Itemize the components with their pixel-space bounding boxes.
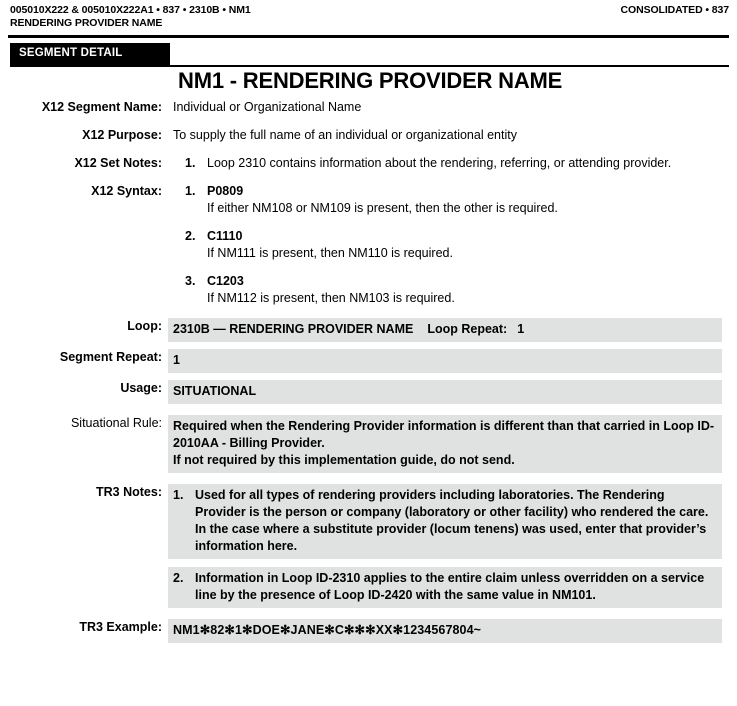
header-right-label: CONSOLIDATED • 837	[620, 4, 729, 16]
page-running-header	[0, 0, 737, 28]
loop-value-group	[168, 318, 722, 342]
x12-syntax-list	[173, 183, 737, 307]
spacer	[0, 406, 737, 415]
tr3-notes-value-group	[168, 484, 737, 608]
header-row	[10, 4, 729, 29]
x12-segment-name-value: Individual or Organizational Name	[173, 100, 362, 115]
tr3-example-text: NM1✻82✻1✻DOE✻JANE✻C✻✻✻XX✻1234567804~	[173, 623, 482, 638]
loop-value: 2310B — RENDERING PROVIDER NAME	[173, 322, 414, 337]
syntax-code: C1203	[207, 274, 244, 289]
header-left-block	[10, 4, 251, 29]
segment-detail-band-label: SEGMENT DETAIL	[19, 47, 123, 59]
x12-set-notes-list	[173, 155, 737, 172]
x12-purpose-value: To supply the full name of an individual or organizational entity	[173, 128, 517, 143]
row-x12-syntax	[0, 183, 737, 307]
syntax-text: If NM112 is present, then NM103 is required.	[207, 291, 455, 306]
note-text: Used for all types of rendering providers including laboratories. The Rendering Provider is the person or company (laboratory or other facility) who rendered the care. In the case where a substitute provider (locum tenens) was used, enter that provider’s information here.	[195, 488, 709, 554]
usage-label: Usage:	[120, 381, 162, 396]
tr3-example-value	[168, 619, 722, 643]
syntax-number: 1.	[185, 184, 196, 199]
spacer	[0, 309, 737, 318]
header-identifier-line: 005010X222 & 005010X222A1 • 837 • 2310B • NM1	[10, 4, 251, 16]
note-number: 1.	[173, 488, 184, 503]
list-item	[173, 570, 717, 604]
x12-syntax-value	[168, 183, 737, 307]
row-loop	[0, 318, 737, 342]
syntax-code: C1110	[207, 229, 243, 244]
syntax-code: P0809	[207, 184, 244, 199]
note-number: 2.	[173, 571, 184, 586]
tr3-notes-list-1	[173, 487, 717, 555]
list-item	[185, 228, 737, 262]
x12-purpose-label: X12 Purpose:	[82, 128, 162, 143]
row-x12-purpose	[0, 127, 737, 144]
syntax-number: 3.	[185, 274, 196, 289]
segment-detail-content	[0, 69, 737, 645]
row-segment-repeat	[0, 349, 737, 373]
spacer	[168, 559, 737, 567]
spacer	[0, 610, 737, 619]
row-usage	[0, 380, 737, 404]
tr3-notes-list-2	[173, 570, 717, 604]
situational-rule-line: Required when the Rendering Provider information is different than that carried in Loop ID-2010AA - Billing Provider.	[173, 419, 715, 451]
situational-rule-line: If not required by this implementation guide, do not send.	[173, 453, 515, 468]
loop-label: Loop:	[127, 319, 162, 334]
usage-value: SITUATIONAL	[168, 380, 722, 404]
loop-repeat-value: 1	[517, 322, 525, 337]
list-item	[185, 273, 737, 307]
header-segment-name-line: RENDERING PROVIDER NAME	[10, 17, 163, 29]
spacer	[0, 118, 737, 127]
spacer	[0, 475, 737, 484]
row-situational-rule	[0, 415, 737, 473]
page-title: NM1 - RENDERING PROVIDER NAME	[178, 68, 563, 93]
tr3-notes-label: TR3 Notes:	[96, 485, 162, 500]
row-tr3-example	[0, 619, 737, 643]
syntax-text: If either NM108 or NM109 is present, then the other is required.	[207, 201, 558, 216]
spacer	[0, 174, 737, 183]
tr3-note-box	[168, 484, 722, 559]
tr3-example-label: TR3 Example:	[79, 620, 162, 635]
segment-repeat-label: Segment Repeat:	[59, 350, 162, 365]
x12-set-notes-label: X12 Set Notes:	[74, 156, 162, 171]
segment-detail-band	[10, 43, 170, 65]
segment-repeat-value: 1	[168, 349, 722, 373]
loop-repeat-label: Loop Repeat:	[427, 322, 508, 337]
note-number: 1.	[185, 156, 196, 171]
tr3-note-box	[168, 567, 722, 608]
row-tr3-notes	[0, 484, 737, 608]
header-divider-rule	[8, 35, 729, 38]
list-item	[173, 487, 717, 555]
x12-syntax-label: X12 Syntax:	[91, 184, 162, 199]
segment-detail-underline-rule	[10, 65, 729, 67]
x12-set-notes-value	[168, 155, 737, 172]
note-text: Loop 2310 contains information about the rendering, referring, or attending provider.	[207, 156, 672, 171]
note-text: Information in Loop ID-2310 applies to the entire claim unless overridden on a service line by the presence of Loop ID-2420 with the same value in NM101.	[195, 571, 705, 603]
situational-rule-label: Situational Rule:	[70, 416, 162, 431]
row-x12-set-notes	[0, 155, 737, 172]
syntax-number: 2.	[185, 229, 196, 244]
spacer	[0, 146, 737, 155]
list-item	[185, 183, 737, 217]
situational-rule-value	[168, 415, 722, 473]
x12-segment-name-label: X12 Segment Name:	[41, 100, 162, 115]
segment-detail-band-area	[0, 43, 737, 67]
row-x12-segment-name	[0, 99, 737, 116]
list-item	[185, 155, 737, 172]
syntax-text: If NM111 is present, then NM110 is required.	[207, 246, 453, 261]
